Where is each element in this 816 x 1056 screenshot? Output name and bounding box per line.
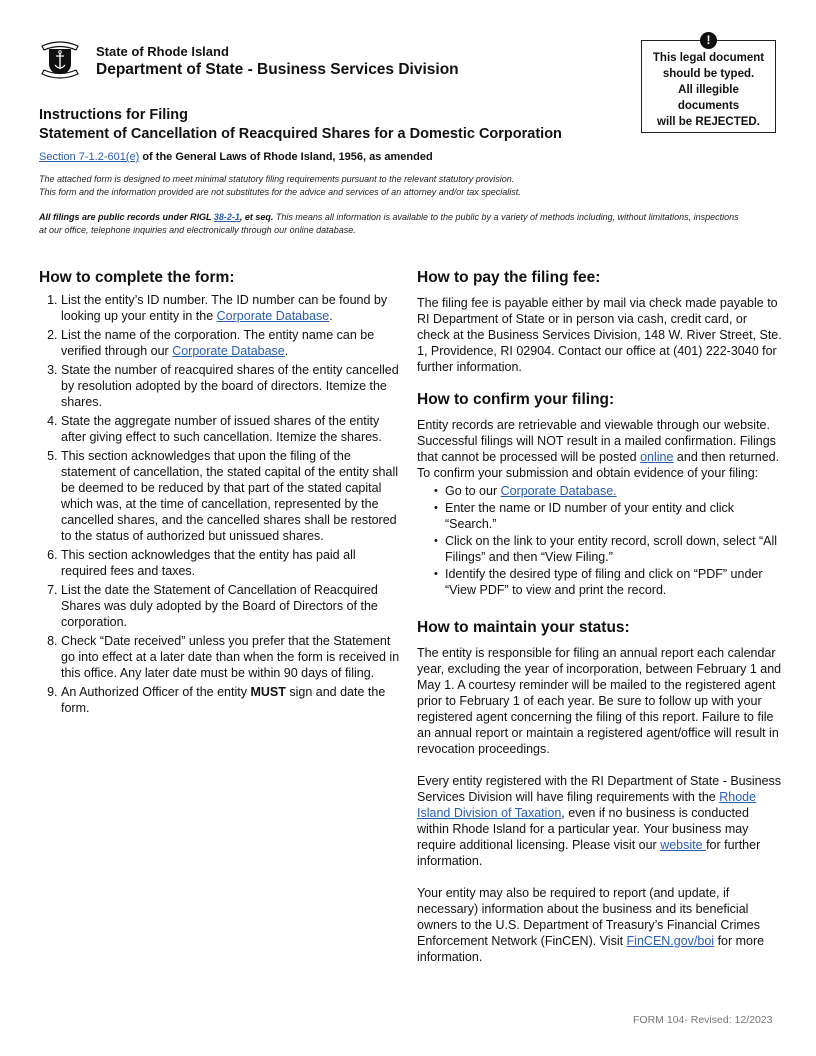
warning-line: All illegible [678, 84, 739, 96]
warning-line: should be typed. [662, 68, 755, 80]
complete-form-section [39, 268, 404, 719]
title-line-1: Instructions for Filing [39, 107, 189, 123]
taxation-text-part: Every entity registered with the RI Department of State - Business Services Division will have filing requirements with the [417, 774, 782, 804]
confirm-step [445, 533, 782, 565]
confirm-step [445, 566, 782, 598]
warning-line: This legal document [652, 52, 765, 64]
step-text: Go to our [445, 484, 501, 498]
instruction-text: List the entity’s ID number. The ID number can be found by looking up your entity in the [61, 293, 388, 323]
et-seq: , et seq. [239, 212, 274, 222]
instruction-text: An Authorized Officer of the entity [61, 685, 251, 699]
confirm-text: and then returned. To confirm your submission and obtain evidence of your filing: [417, 450, 780, 480]
taxation-text-part: , even if no business is conducted within Rhode Island for a particular year. Your business may require additional licensing. Please visit our [417, 806, 749, 852]
instruction-item [61, 547, 404, 579]
instruction-text: State the number of reacquired shares of the entity cancelled by resolution adopted by the board of directors. Itemize the shares. [61, 363, 399, 409]
instruction-text: . [284, 344, 289, 358]
instruction-item [61, 292, 404, 324]
step-text: Enter the name or ID number of your entity and click “Search.” [445, 501, 735, 531]
instruction-text: Check “Date received” unless you prefer that the Statement go into effect at a later date than when the form is received in this office. Any later date must be within 90 days of filing. [61, 634, 400, 680]
website-link[interactable]: website [660, 838, 707, 852]
instruction-text: State the aggregate number of issued shares of the entity after giving effect to such cancellation. Itemize the shares. [61, 414, 382, 444]
confirm-text: Entity records are retrievable and viewable through our website. Successful filings will NOT result in a mailed confirmation. Filings that cannot be processed will be posted [417, 418, 776, 464]
instruction-item [61, 684, 404, 716]
agency-header [96, 44, 459, 80]
disclaimer [39, 173, 521, 199]
confirm-filing-heading: How to confirm your filing: [417, 391, 615, 408]
step-text: Identify the desired type of filing and click on “PDF” under “View PDF” to view and print the record. [445, 567, 763, 597]
maintain-status-heading: How to maintain your status: [417, 619, 630, 636]
right-column [417, 268, 782, 965]
disclaimer-line-1: The attached form is designed to meet minimal statutory filing requirements pursuant to the relevant statutory provision. [39, 174, 515, 184]
instruction-text: sign and date the form. [61, 685, 386, 715]
page-title [39, 106, 562, 144]
online-link[interactable]: online [640, 450, 674, 464]
complete-form-heading: How to complete the form: [39, 269, 235, 286]
instruction-item [61, 582, 404, 630]
confirm-steps [417, 483, 782, 598]
taxation-text [417, 773, 782, 869]
exclamation-icon: ! [700, 32, 717, 49]
form-revision-footer: FORM 104- Revised: 12/2023 [633, 1014, 773, 1026]
instruction-text: . [329, 309, 333, 323]
corporate-database-link[interactable]: Corporate Database [216, 309, 330, 323]
confirm-step [445, 483, 782, 499]
pay-fee-heading: How to pay the filing fee: [417, 269, 601, 286]
fincen-text-part: Your entity may also be required to report (and update, if necessary) information about the business and its beneficial owners to the U.S. Department of Treasury’s Financial Crimes Enforcement Network (FinCEN). Visit [417, 886, 760, 948]
rigl-link[interactable]: 38-2-1 [213, 212, 240, 222]
instruction-text: List the name of the corporation. The entity name can be verified through our [61, 328, 375, 358]
rhode-island-seal-icon [38, 38, 82, 82]
instruction-text: This section acknowledges that the entity has paid all required fees and taxes. [61, 548, 356, 578]
instruction-text: This section acknowledges that upon the filing of the statement of cancellation, the stated capital of the entity shall be deemed to be reduced by that part of the stated capital which was, at the time of cancellation, represented by the cancelled shares, and the cancelled shares shall be restored to the status of authorized but unissued shares. [61, 449, 399, 543]
division-of-taxation-link[interactable]: Rhode Island Division of Taxation [417, 790, 757, 820]
fincen-boi-link[interactable]: FinCEN.gov/boi [626, 934, 715, 948]
confirm-step [445, 500, 782, 532]
statute-text: of the General Laws of Rhode Island, 1956, as amended [139, 151, 433, 163]
instruction-item [61, 413, 404, 445]
warning-line: documents [677, 100, 740, 112]
confirm-filing-text [417, 417, 782, 481]
taxation-text-part: for further information. [417, 838, 761, 868]
instruction-item [61, 327, 404, 359]
instruction-text: List the date the Statement of Cancellation of Reacquired Shares was duly adopted by the Board of Directors of the corporation. [61, 583, 378, 629]
corporate-database-link[interactable]: Corporate Database [172, 344, 285, 358]
corporate-database-link[interactable]: Corporate Database. [500, 484, 617, 498]
instruction-item [61, 448, 404, 544]
fincen-text [417, 885, 782, 965]
pay-fee-text: The filing fee is payable either by mail via check made payable to RI Department of State or in person via cash, credit card, or check at the Business Services Division, 148 W. River Street, Ste. 1, Providence, RI 02904. Contact our office at (401) 222-3040 for further information. [417, 296, 782, 374]
public-records-text: This means all information is available to the public by a variety of methods including, without limitations, inspections at our office, telephone inquiries and electronically through our online database. [39, 212, 739, 235]
public-records-bold: All filings are public records under RIGL [39, 212, 214, 222]
step-text: Click on the link to your entity record, scroll down, select “All Filings” and then “View Filing.” [445, 534, 778, 564]
state-name: State of Rhode Island [96, 44, 229, 59]
statute-link[interactable]: Section 7-1.2-601(e) [39, 151, 140, 163]
instruction-list [39, 292, 404, 716]
fincen-text-part: for more information. [417, 934, 765, 964]
typed-document-warning [641, 33, 776, 133]
title-line-2: Statement of Cancellation of Reacquired Shares for a Domestic Corporation [39, 126, 562, 142]
department-name: Department of State - Business Services Division [96, 61, 459, 78]
warning-line: will be REJECTED. [657, 116, 760, 128]
public-records-notice [39, 211, 739, 237]
annual-report-text: The entity is responsible for filing an annual report each calendar year, excluding the year of incorporation, between February 1 and May 1. A courtesy reminder will be mailed to the registered agent prior to February 1 of each year. Be sure to follow up with your registered agent concerning the filing of this report. Failure to file an annual report or maintain a registered agent/office will result in revocation proceedings. [417, 646, 782, 756]
disclaimer-line-2: This form and the information provided are not substitutes for the advice and services of an attorney and/or tax specialist. [39, 187, 521, 197]
statute-reference [39, 151, 433, 163]
instruction-item [61, 362, 404, 410]
must-emphasis: MUST [250, 685, 286, 699]
instruction-item [61, 633, 404, 681]
